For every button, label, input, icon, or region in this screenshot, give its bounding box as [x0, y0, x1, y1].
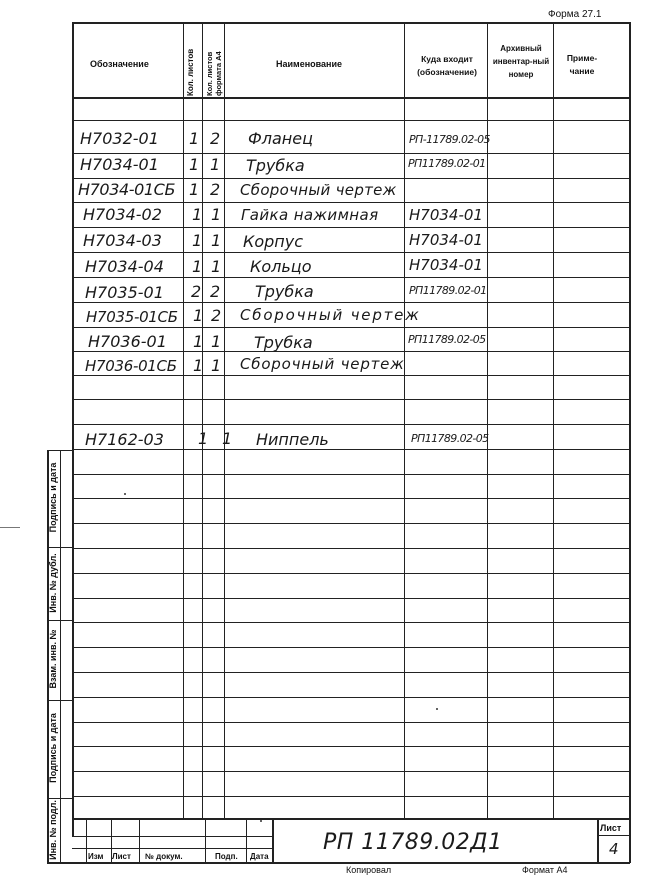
cell-sheets-a4: 1: [211, 257, 222, 276]
cell-name: Трубка: [255, 282, 314, 301]
row-line: [72, 327, 630, 328]
title-block-line: [72, 848, 272, 849]
cell-used-in: Н7034-01: [409, 256, 483, 274]
row-line: [72, 399, 630, 400]
tb-sep: [272, 818, 274, 862]
margin-inner: [60, 450, 61, 863]
row-line: [72, 796, 630, 797]
row-line: [72, 302, 630, 303]
cell-used-in: РП11789.02-01: [408, 157, 486, 170]
row-line: [72, 474, 630, 475]
row-line: [72, 178, 630, 179]
tb-label-date: Дата: [250, 852, 269, 861]
row-line: [72, 252, 630, 253]
col-sep-3: [224, 22, 225, 818]
header-designation: Обозначение: [90, 59, 149, 69]
frame-right: [629, 22, 631, 863]
header-sheets: Кол. листов: [186, 48, 195, 96]
row-line: [72, 375, 630, 376]
side-label-sign-date-bottom: Подпись и дата: [48, 713, 58, 783]
cell-sheets: 1: [193, 306, 204, 325]
cell-used-in: РП11789.02-05: [408, 333, 486, 346]
tb-sep: [86, 818, 87, 862]
cell-sheets-a4: 2: [210, 282, 221, 301]
side-label-sign-date-top: Подпись и дата: [48, 462, 58, 533]
cell-name: Сборочный чертеж: [240, 355, 405, 373]
cell-designation: Н7036-01: [88, 332, 167, 351]
cell-name: Фланец: [248, 129, 313, 148]
row-line: [72, 722, 630, 723]
cell-sheets-a4: 1: [210, 155, 221, 174]
cell-name: Трубка: [246, 156, 305, 175]
cell-sheets: 1: [198, 429, 209, 448]
cell-designation: Н7034-02: [83, 205, 162, 224]
margin-sep: [47, 798, 72, 799]
tb-label-list: Лист: [112, 852, 131, 861]
col-sep-2: [202, 22, 203, 818]
row-line: [72, 498, 630, 499]
tb-sep: [246, 818, 247, 862]
row-line: [72, 153, 630, 154]
sheet-number: 4: [609, 840, 619, 858]
cell-sheets-a4: 1: [211, 356, 222, 375]
side-label-replace-inv: Взам. инв. №: [48, 629, 58, 689]
cell-designation: Н7162-03: [85, 430, 164, 449]
row-line: [72, 227, 630, 228]
header-archive-no: Архивный инвентар-ный номер: [492, 44, 550, 79]
header-used-in: Куда входит (обозначение): [417, 54, 477, 77]
row-line: [72, 351, 630, 352]
header-sheets-a4: Кол. листов формата А4: [205, 51, 223, 96]
row-line: [72, 771, 630, 772]
form-label: Форма 27.1: [548, 9, 602, 20]
cell-name: Гайка нажимная: [241, 206, 379, 224]
cell-sheets-a4: 2: [210, 180, 221, 199]
row-line: [72, 697, 630, 698]
header-name: Наименование: [276, 59, 343, 69]
cell-name: Трубка: [254, 333, 313, 352]
row-line: [72, 746, 630, 747]
row-line: [72, 202, 630, 203]
cell-used-in: РП11789.02-01: [409, 284, 487, 297]
cell-used-in: Н7034-01: [409, 206, 483, 224]
cell-name: Сборочный чертеж: [240, 181, 397, 199]
tb-label-sign: Подп.: [215, 852, 238, 861]
footer-copied: Копировал: [346, 865, 392, 875]
scan-mark: [260, 820, 262, 822]
cell-sheets-a4: 2: [211, 306, 222, 325]
cell-name: Сборочный чертеж: [240, 306, 421, 324]
row-line: [72, 523, 630, 524]
tb-label-doc-no: № докум.: [145, 852, 183, 861]
col-sep-1: [183, 22, 184, 818]
cell-designation: Н7035-01СБ: [86, 308, 178, 326]
col-sep-4: [404, 22, 405, 818]
cell-sheets: 1: [192, 205, 203, 224]
cell-designation: Н7034-04: [85, 257, 164, 276]
sheet-label: Лист: [600, 823, 622, 833]
cell-designation: Н7036-01СБ: [85, 357, 177, 375]
cell-sheets: 1: [192, 257, 203, 276]
cell-used-in: РП-11789.02-05: [409, 133, 490, 146]
row-line: [72, 573, 630, 574]
cell-sheets: 1: [189, 155, 200, 174]
cell-name: Ниппель: [256, 430, 329, 449]
cell-name: Корпус: [243, 232, 304, 251]
tb-label-izm: Изм: [88, 852, 104, 861]
cell-designation: Н7032-01: [80, 129, 159, 148]
cell-used-in: Н7034-01: [409, 231, 483, 249]
cell-sheets-a4: 1: [222, 429, 233, 448]
header-note: Приме-чание: [566, 53, 598, 76]
cell-designation: Н7034-01СБ: [78, 180, 176, 199]
cell-designation: Н7034-03: [83, 231, 162, 250]
cell-sheets: 2: [191, 282, 202, 301]
tb-sep: [597, 818, 599, 862]
cell-sheets-a4: 1: [211, 231, 222, 250]
row-line: [72, 277, 630, 278]
scan-mark: [124, 493, 126, 495]
row-line: [72, 548, 630, 549]
row-line: [72, 449, 630, 450]
row-line: [72, 120, 630, 121]
title-block-sheet-line: [597, 835, 630, 836]
frame-left: [72, 22, 74, 836]
scan-mark: [436, 708, 438, 710]
row-line: [72, 672, 630, 673]
cell-sheets: 1: [193, 332, 204, 351]
side-label-dup-inv: Инв. № дубл.: [48, 553, 58, 613]
cell-designation: Н7035-01: [85, 283, 164, 302]
cell-sheets-a4: 1: [211, 332, 222, 351]
side-label-orig-inv: Инв. № подл.: [48, 800, 58, 860]
cell-name: Кольцо: [250, 257, 312, 276]
footer-format: Формат А4: [522, 865, 568, 875]
cell-sheets-a4: 2: [210, 129, 221, 148]
cell-sheets: 1: [189, 129, 200, 148]
col-sep-6: [553, 22, 554, 818]
tb-sep: [205, 818, 206, 862]
cell-sheets: 1: [189, 180, 200, 199]
doc-number: РП 11789.02Д1: [323, 830, 503, 855]
cell-used-in: РП11789.02-05: [411, 432, 489, 445]
tb-sep: [139, 818, 140, 862]
row-line: [72, 622, 630, 623]
scan-edge: [0, 527, 20, 528]
row-line: [72, 424, 630, 425]
row-line: [72, 598, 630, 599]
cell-sheets: 1: [192, 231, 203, 250]
header-bottom: [72, 97, 630, 99]
cell-sheets: 1: [193, 356, 204, 375]
cell-sheets-a4: 1: [211, 205, 222, 224]
title-block-line: [72, 836, 272, 837]
title-block-top: [72, 818, 630, 820]
row-line: [72, 647, 630, 648]
cell-designation: Н7034-01: [80, 155, 159, 174]
frame-top: [72, 22, 630, 24]
margin-bottom: [47, 862, 630, 864]
